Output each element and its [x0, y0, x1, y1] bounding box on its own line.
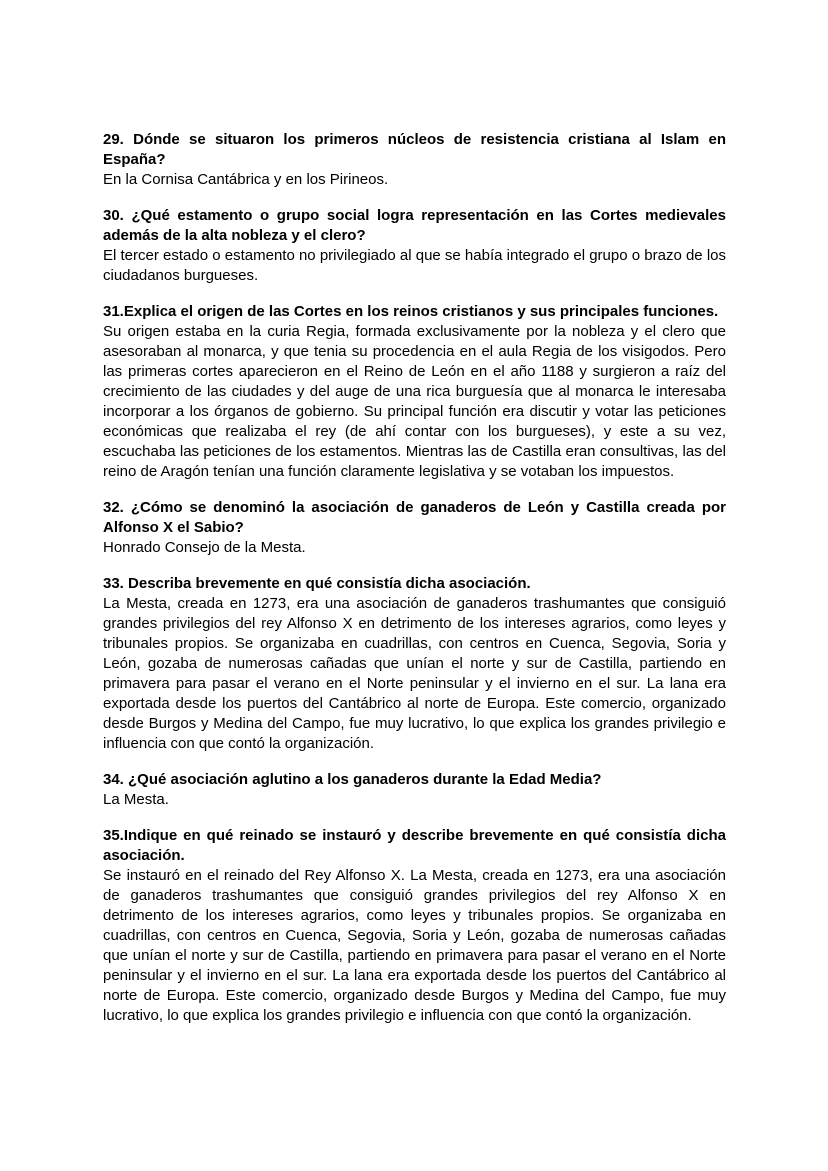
qa-item: [103, 574, 726, 754]
qa-item: [103, 206, 726, 286]
qa-item: [103, 302, 726, 482]
qa-item: [103, 770, 726, 810]
question-text: 35.Indique en qué reinado se instauró y describe brevemente en qué consistía dicha asociación.: [103, 827, 726, 864]
answer-text: Se instauró en el reinado del Rey Alfonso X. La Mesta, creada en 1273, era una asociación de ganaderos trashumantes que consiguió grandes privilegios del rey Alfonso X en detrimento de los intereses agrarios, como leyes y tribunales propios. Se organizaba en cuadrillas, con centros en Cuenca, Segovia, Soria y León, gozaba de numerosas cañadas que unían el norte y sur de Castilla, partiendo en primavera para pasar el verano en el Norte peninsular y el invierno en el sur. La lana era exportada desde los puertos del Cantábrico al norte de Europa. Este comercio, organizado desde Burgos y Medina del Campo, fue muy lucrativo, lo que explica los grandes privilegio e influencia con que contó la organización.: [103, 867, 726, 1024]
question-text: 29. Dónde se situaron los primeros núcleos de resistencia cristiana al Islam en España?: [103, 131, 726, 168]
question-text: 30. ¿Qué estamento o grupo social logra representación en las Cortes medievales además de la alta nobleza y el clero?: [103, 207, 726, 244]
question-text: 31.Explica el origen de las Cortes en los reinos cristianos y sus principales funciones.: [103, 303, 719, 320]
answer-text: Su origen estaba en la curia Regia, formada exclusivamente por la nobleza y el clero que asesoraban al monarca, y que tenia su procedencia en el aula Regia de los visigodos. Pero las primeras cortes aparecieron en el Reino de León en el año 1188 y surgieron a raíz del crecimiento de las ciudades y del auge de una rica burguesía que al monarca le interesaba incorporar a los órganos de gobierno. Su principal función era discutir y votar las peticiones económicas que realizaba el rey (de ahí contar con los burgueses), y este a su vez, escuchaba las peticiones de los estamentos. Mientras las de Castilla eran consultivas, las del reino de Aragón tenían una función claramente legislativa y se votaban los impuestos.: [103, 323, 726, 480]
question-text: 33. Describa brevemente en qué consistía dicha asociación.: [103, 575, 531, 592]
qa-item: [103, 498, 726, 558]
question-text: 32. ¿Cómo se denominó la asociación de ganaderos de León y Castilla creada por Alfonso X el Sabio?: [103, 499, 726, 536]
answer-text: El tercer estado o estamento no privilegiado al que se había integrado el grupo o brazo de los ciudadanos burgueses.: [103, 247, 726, 284]
answer-text: La Mesta.: [103, 791, 169, 808]
qa-item: [103, 130, 726, 190]
answer-text: La Mesta, creada en 1273, era una asociación de ganaderos trashumantes que consiguió grandes privilegios del rey Alfonso X en detrimento de los intereses agrarios, como leyes y tribunales propios. Se organizaba en cuadrillas, con centros en Cuenca, Segovia, Soria y León, gozaba de numerosas cañadas que unían el norte y sur de Castilla, partiendo en primavera para pasar el verano en el Norte peninsular y el invierno en el sur. La lana era exportada desde los puertos del Cantábrico al norte de Europa. Este comercio, organizado desde Burgos y Medina del Campo, fue muy lucrativo, lo que explica los grandes privilegio e influencia con que contó la organización.: [103, 595, 726, 752]
answer-text: Honrado Consejo de la Mesta.: [103, 539, 306, 556]
qa-item: [103, 826, 726, 1026]
answer-text: En la Cornisa Cantábrica y en los Pirineos.: [103, 171, 389, 188]
question-text: 34. ¿Qué asociación aglutino a los ganaderos durante la Edad Media?: [103, 771, 602, 788]
